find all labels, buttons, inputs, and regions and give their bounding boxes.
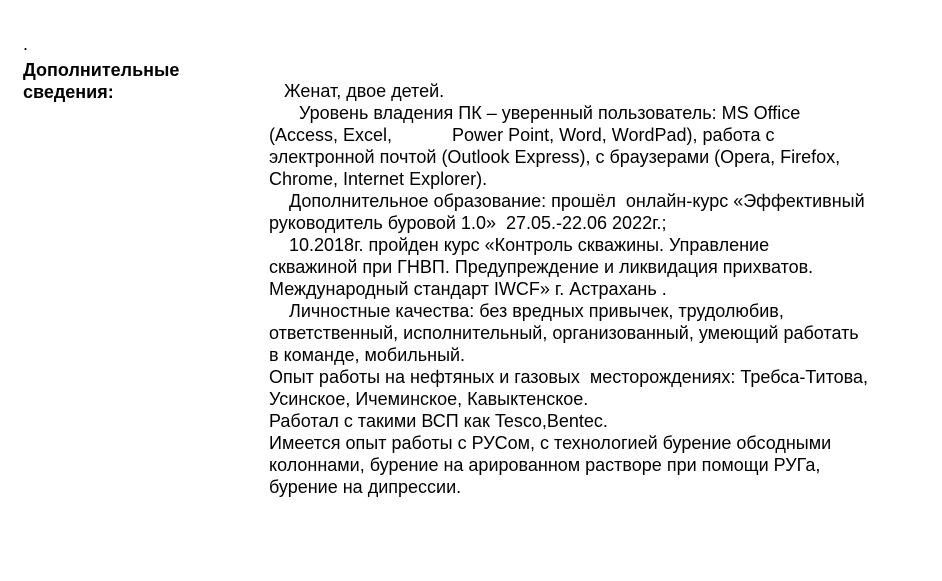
section-label-line2: сведения: (23, 82, 114, 102)
text-line: Международный стандарт IWCF» г. Астрахань . (269, 279, 667, 299)
text-line: Имеется опыт работы с РУСом, с технологией бурение обсодными (269, 433, 832, 453)
text-line: в команде, мобильный. (269, 345, 466, 365)
text-line: Chrome, Internet Explorer). (269, 169, 488, 189)
text-line: Личностные качества: без вредных привычек, трудолюбив, (269, 301, 784, 321)
section-label (23, 59, 179, 103)
text-line: 10.2018г. пройден курс «Контроль скважины. Управление (269, 235, 770, 255)
text-line: Работал с такими ВСП как Tesco,Bentec. (269, 411, 608, 431)
text-line: (Access, Excel, Power Point, Word, WordPad), работа с (269, 125, 775, 145)
bullet-dot: . (23, 34, 29, 54)
text-line: Дополнительное образование: прошёл онлайн-курс «Эффективный (269, 191, 865, 211)
text-line: Женат, двое детей. (269, 81, 445, 101)
text-line: ответственный, исполнительный, организованный, умеющий работать (269, 323, 859, 343)
text-line: руководитель буровой 1.0» 27.05.-22.06 2022г.; (269, 213, 667, 233)
text-line: колоннами, бурение на арированном растворе при помощи РУГа, (269, 455, 821, 475)
text-line: электронной почтой (Outlook Express), с браузерами (Opera, Firefox, (269, 147, 841, 167)
text-line: Опыт работы на нефтяных и газовых месторождениях: Требса-Титова, (269, 367, 869, 387)
text-line: бурение на дипрессии. (269, 477, 462, 497)
text-line: скважиной при ГНВП. Предупреждение и ликвидация прихватов. (269, 257, 814, 277)
text-line: Усинское, Ичеминское, Кавыктенское. (269, 389, 589, 409)
section-label-line1: Дополнительные (23, 60, 180, 80)
additional-info-text (269, 80, 929, 498)
text-line: Уровень владения ПК – уверенный пользователь: MS Office (269, 103, 801, 123)
